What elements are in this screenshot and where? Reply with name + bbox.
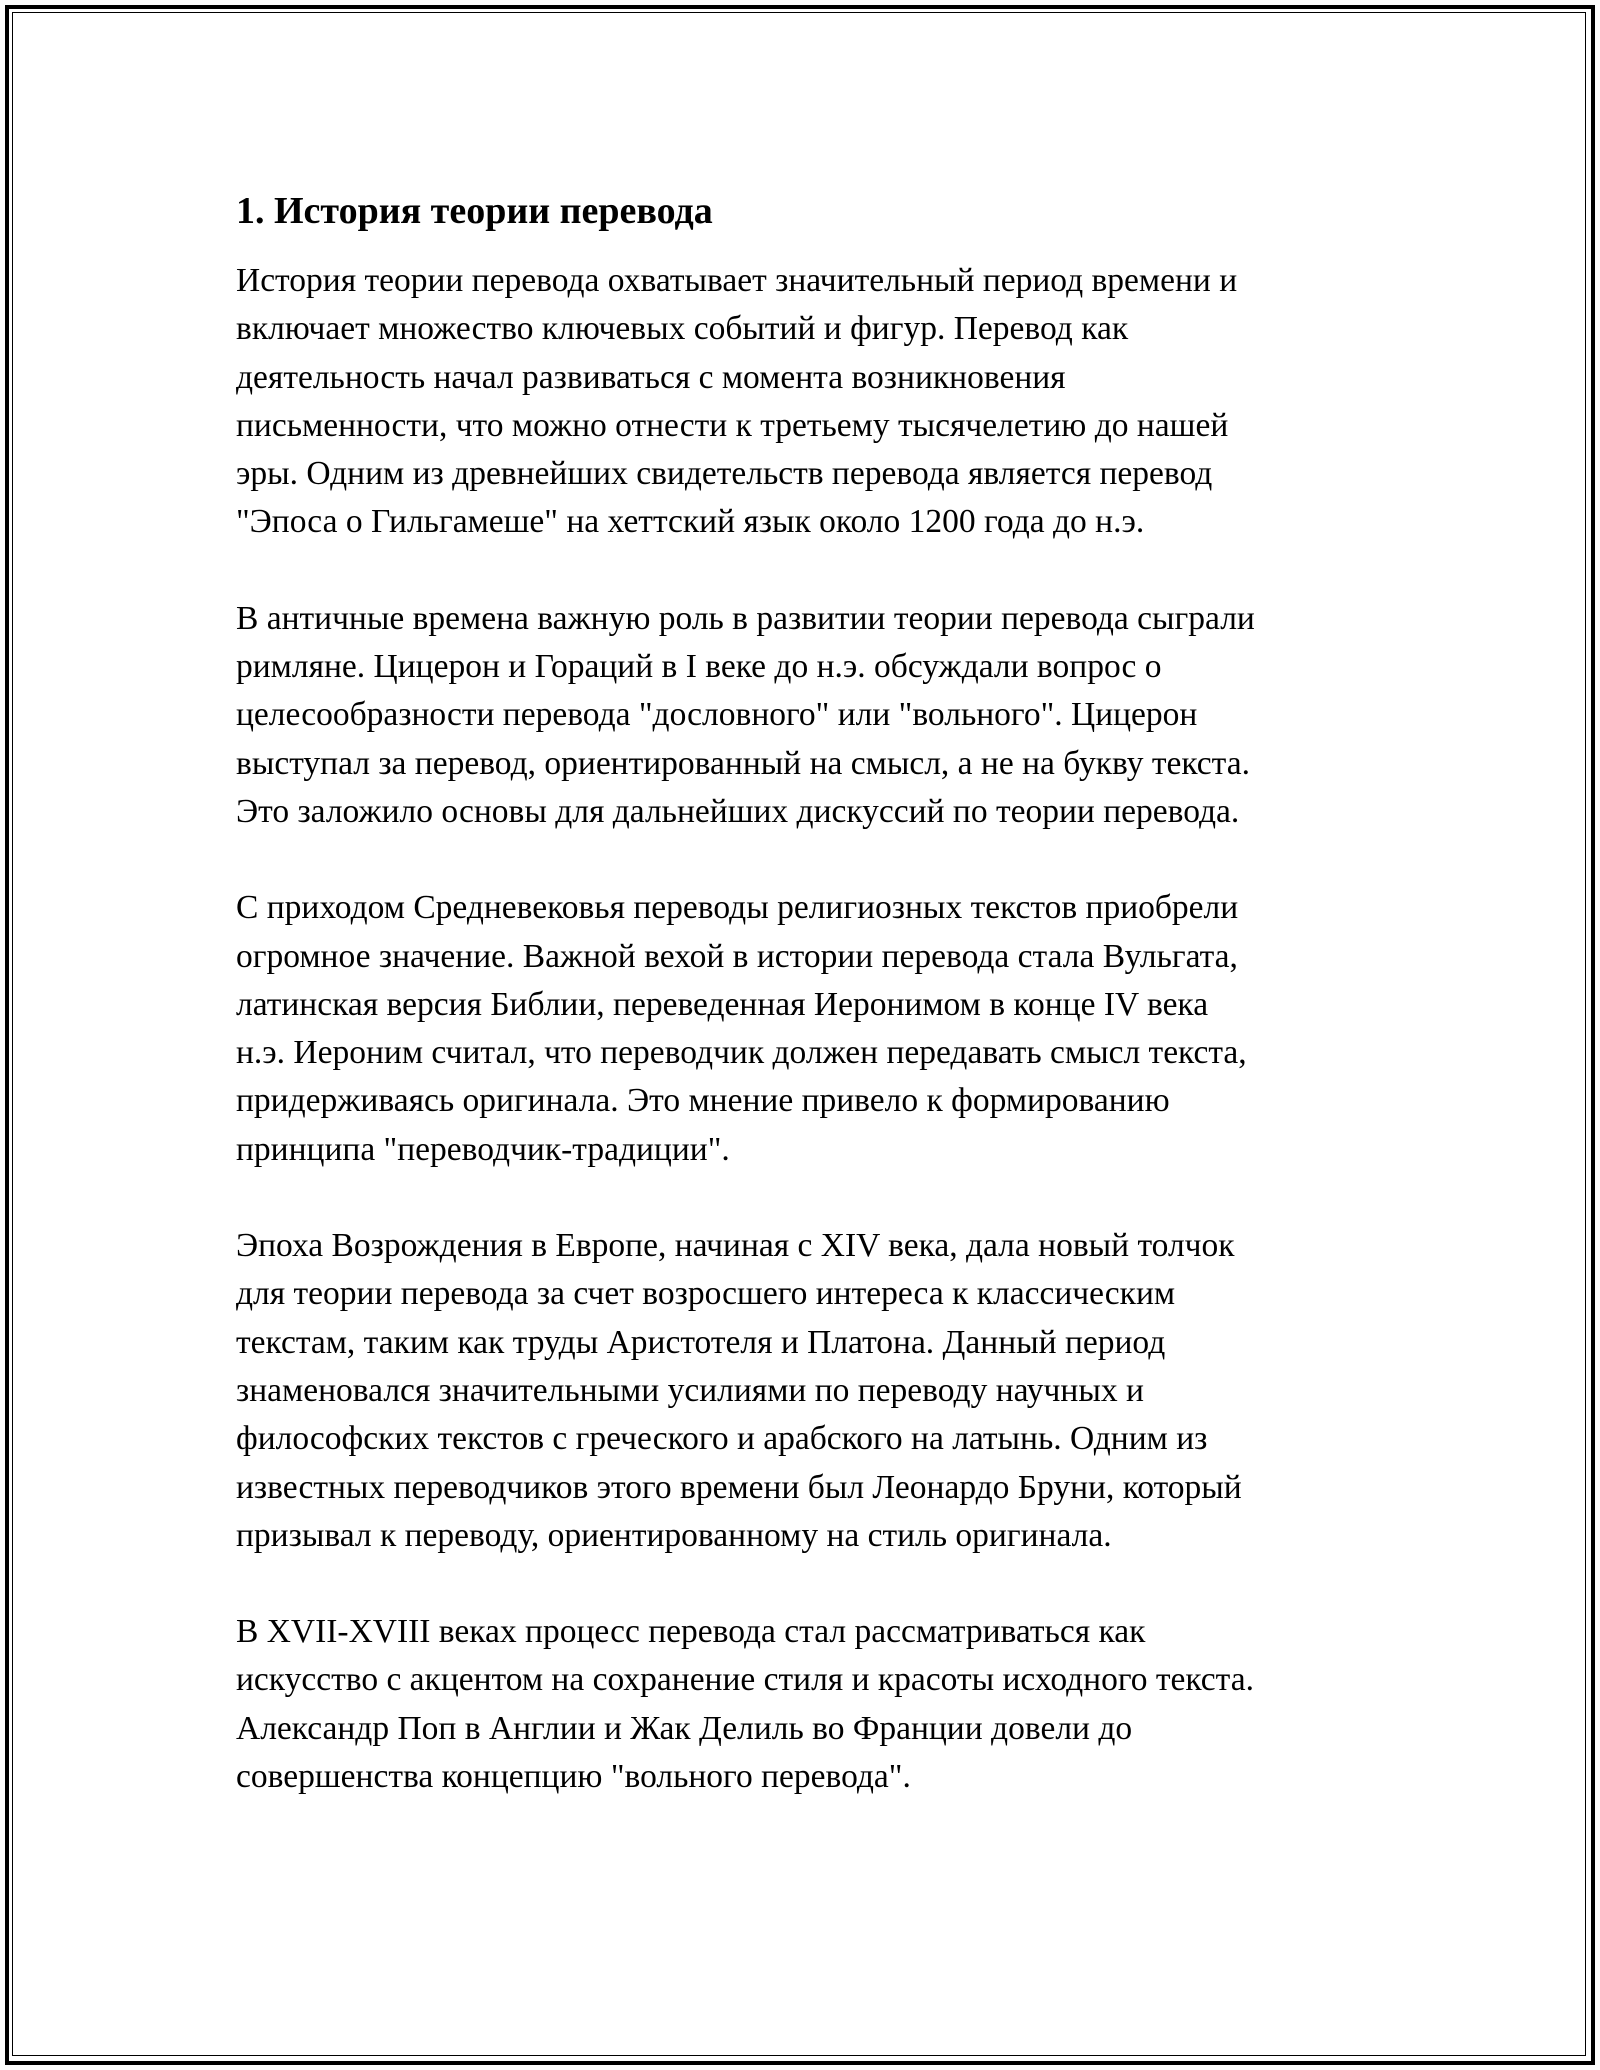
paragraph-2: В античные времена важную роль в развитии теории перевода сыграли римляне. Цицерон и Гораций в I веке до н.э. обсуждали вопрос о целесообразности перевода "дословного" или "вольного". Цицерон выступал за перевод, ориентированный на смысл, а не на букву текста. Это заложило основы для дальнейших дискуссий по теории перевода. bbox=[236, 599, 1255, 830]
document-body bbox=[236, 186, 1386, 1849]
paragraph-4: Эпоха Возрождения в Европе, начиная с XIV века, дала новый толчок для теории перевода за счет возросшего интереса к классическим текстам, таким как труды Аристотеля и Платона. Данный период знаменовался значительными усилиями по переводу научных и философских текстов с греческого и арабского на латынь. Одним из известных переводчиков этого времени был Леонардо Бруни, который призывал к переводу, ориентированному на стиль оригинала. bbox=[236, 1227, 1242, 1554]
paragraph-3: С приходом Средневековья переводы религиозных текстов приобрели огромное значение. Важной вехой в истории перевода стала Вульгата, латинская версия Библии, переведенная Иеронимом в конце IV века н.э. Иероним считал, что переводчик должен передавать смысл текста, придерживаясь оригинала. Это мнение привело к формированию принципа "переводчик-традиции". bbox=[236, 889, 1247, 1168]
paragraph-1: История теории перевода охватывает значительный период времени и включает множество ключевых событий и фигур. Перевод как деятельность начал развиваться с момента возникновения письменности, что можно отнести к третьему тысячелетию до нашей эры. Одним из древнейших свидетельств перевода является перевод "Эпоса о Гильгамеше" на хеттский язык около 1200 года до н.э. bbox=[236, 262, 1238, 541]
section-title: 1. История теории перевода bbox=[236, 190, 713, 232]
paragraph-5: В XVII-XVIII веках процесс перевода стал рассматриваться как искусство с акцентом на сохранение стиля и красоты исходного текста. Александр Поп в Англии и Жак Делиль во Франции довели до совершенства концепцию "вольного перевода". bbox=[236, 1613, 1254, 1796]
